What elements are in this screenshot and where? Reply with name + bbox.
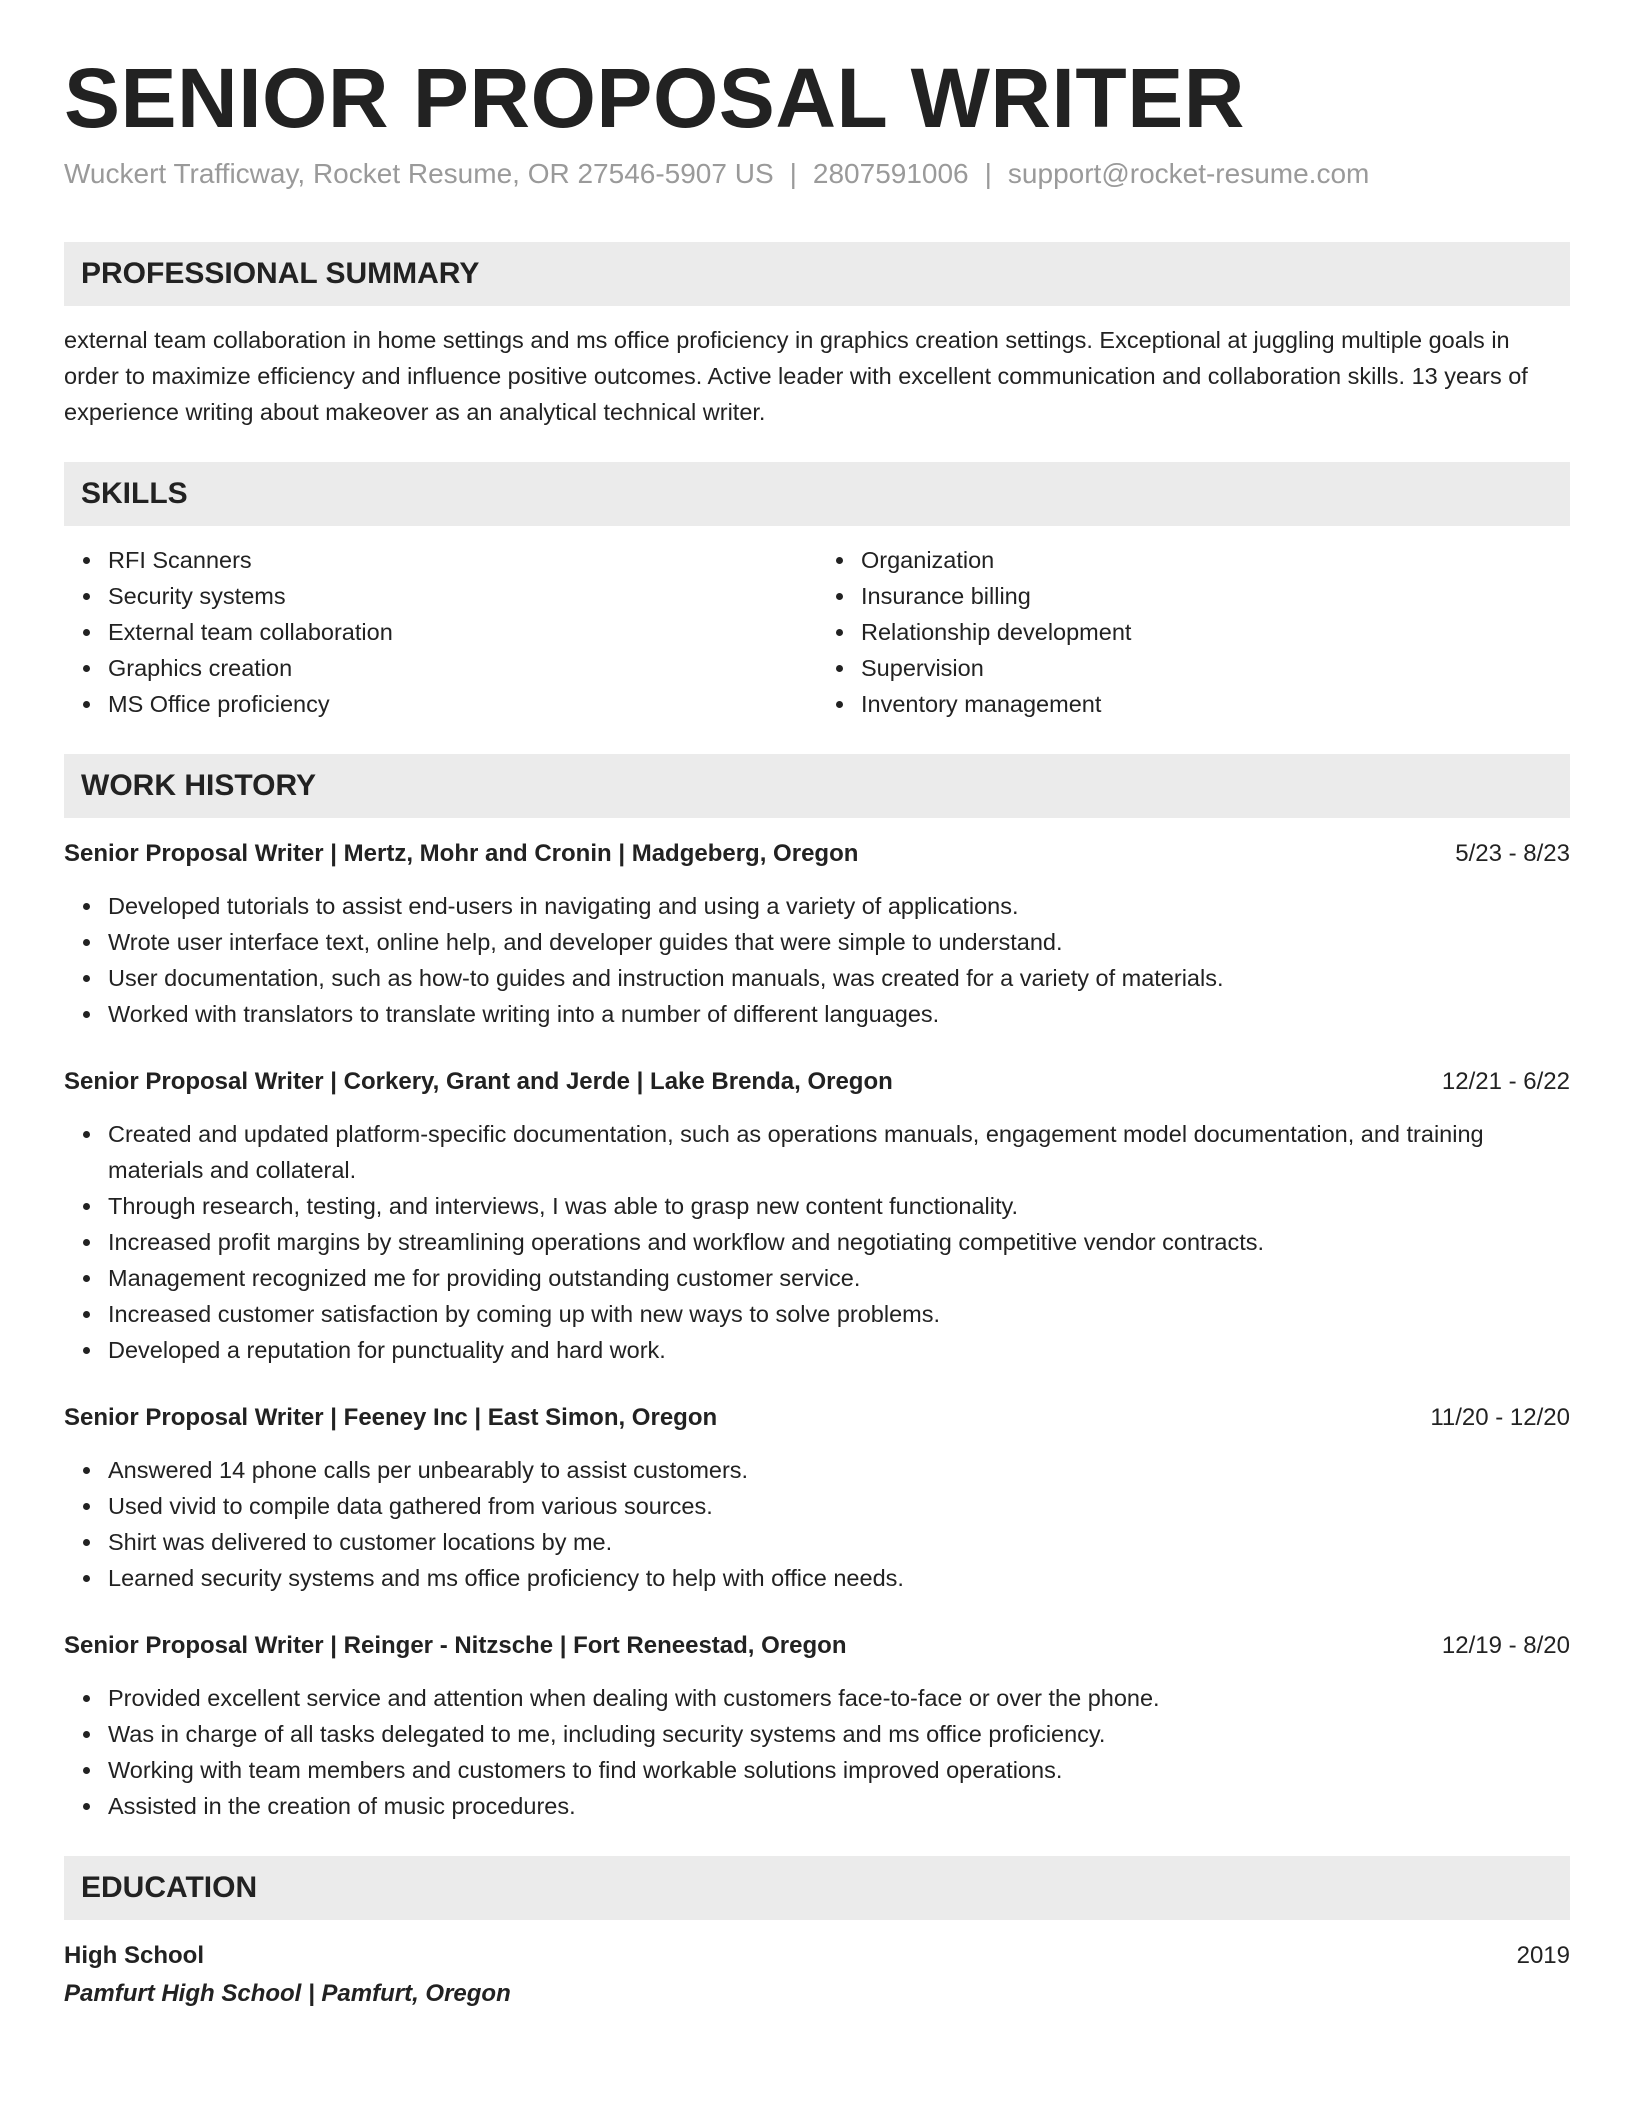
job-header bbox=[64, 1628, 1570, 1664]
job-bullet: User documentation, such as how-to guides and instruction manuals, was created for a variety of materials. bbox=[108, 960, 1570, 996]
skill-item: Organization bbox=[861, 542, 1570, 578]
contact-line bbox=[64, 158, 1570, 190]
job-bullet: Increased profit margins by streamlining operations and workflow and negotiating competitive vendor contracts. bbox=[108, 1224, 1570, 1260]
skills-list bbox=[64, 542, 1570, 722]
job-entry bbox=[64, 1628, 1570, 1824]
skill-item: Graphics creation bbox=[108, 650, 817, 686]
job-bullet: Wrote user interface text, online help, and developer guides that were simple to understand. bbox=[108, 924, 1570, 960]
job-bullet: Provided excellent service and attention when dealing with customers face-to-face or over the phone. bbox=[108, 1680, 1570, 1716]
resume-page bbox=[64, 0, 1570, 2012]
skills-column-left bbox=[64, 542, 817, 722]
job-dates: 5/23 - 8/23 bbox=[1455, 840, 1570, 868]
candidate-name: SENIOR PROPOSAL WRITER bbox=[64, 51, 1245, 145]
education-school: Pamfurt High School | Pamfurt, Oregon bbox=[64, 1980, 511, 2008]
job-bullet: Was in charge of all tasks delegated to me, including security systems and ms office proficiency. bbox=[108, 1716, 1570, 1752]
education-degree: High School bbox=[64, 1942, 204, 1970]
job-entry bbox=[64, 1400, 1570, 1596]
skills-column-right bbox=[817, 542, 1570, 722]
job-bullet: Management recognized me for providing outstanding customer service. bbox=[108, 1260, 1570, 1296]
job-title: Senior Proposal Writer | Feeney Inc | East Simon, Oregon bbox=[64, 1404, 718, 1432]
education-year: 2019 bbox=[1516, 1942, 1570, 1970]
work-section-header: WORK HISTORY bbox=[64, 754, 1570, 818]
job-bullet: Developed tutorials to assist end-users in navigating and using a variety of applications. bbox=[108, 888, 1570, 924]
job-bullets bbox=[64, 1680, 1570, 1824]
job-bullets bbox=[64, 888, 1570, 1032]
job-bullets bbox=[64, 1116, 1570, 1368]
skill-item: RFI Scanners bbox=[108, 542, 817, 578]
job-bullet: Answered 14 phone calls per unbearably to assist customers. bbox=[108, 1452, 1570, 1488]
skills-section-header: SKILLS bbox=[64, 462, 1570, 526]
job-bullet: Developed a reputation for punctuality and hard work. bbox=[108, 1332, 1570, 1368]
job-entry bbox=[64, 1064, 1570, 1368]
job-dates: 12/21 - 6/22 bbox=[1441, 1068, 1570, 1096]
job-bullet: Learned security systems and ms office proficiency to help with office needs. bbox=[108, 1560, 1570, 1596]
skill-item: MS Office proficiency bbox=[108, 686, 817, 722]
skill-item: External team collaboration bbox=[108, 614, 817, 650]
job-entry bbox=[64, 836, 1570, 1032]
summary-text: external team collaboration in home settings and ms office proficiency in graphics creation settings. Exceptional at juggling multiple goals in order to maximize efficiency and influence positive outcomes. Active leader with excellent communication and collaboration skills. 13 years of experience writing about makeover as an analytical technical writer. bbox=[64, 327, 1528, 426]
job-title: Senior Proposal Writer | Corkery, Grant and Jerde | Lake Brenda, Oregon bbox=[64, 1068, 893, 1096]
job-bullet: Created and updated platform-specific documentation, such as operations manuals, engagement model documentation, and training materials and collateral. bbox=[108, 1116, 1570, 1188]
job-bullet: Through research, testing, and interviews, I was able to grasp new content functionality. bbox=[108, 1188, 1570, 1224]
contact-address: Wuckert Trafficway, Rocket Resume, OR 27546-5907 US bbox=[64, 158, 774, 190]
contact-email: support@rocket-resume.com bbox=[1007, 158, 1370, 190]
job-bullet: Shirt was delivered to customer locations by me. bbox=[108, 1524, 1570, 1560]
job-bullet: Used vivid to compile data gathered from various sources. bbox=[108, 1488, 1570, 1524]
job-bullets bbox=[64, 1452, 1570, 1596]
job-bullet: Increased customer satisfaction by coming up with new ways to solve problems. bbox=[108, 1296, 1570, 1332]
job-title: Senior Proposal Writer | Reinger - Nitzsche | Fort Reneestad, Oregon bbox=[64, 1632, 847, 1660]
contact-phone: 2807591006 bbox=[812, 158, 969, 190]
contact-separator: | bbox=[789, 158, 797, 190]
job-header bbox=[64, 1400, 1570, 1436]
skill-item: Supervision bbox=[861, 650, 1570, 686]
job-header bbox=[64, 836, 1570, 872]
job-title: Senior Proposal Writer | Mertz, Mohr and Cronin | Madgeberg, Oregon bbox=[64, 840, 859, 868]
job-bullet: Assisted in the creation of music procedures. bbox=[108, 1788, 1570, 1824]
education-entry bbox=[64, 1938, 1570, 2012]
skill-item: Relationship development bbox=[861, 614, 1570, 650]
skill-item: Security systems bbox=[108, 578, 817, 614]
work-history bbox=[64, 836, 1570, 1824]
education-section-header: EDUCATION bbox=[64, 1856, 1570, 1920]
skill-item: Inventory management bbox=[861, 686, 1570, 722]
contact-separator: | bbox=[984, 158, 992, 190]
job-header bbox=[64, 1064, 1570, 1100]
job-bullet: Worked with translators to translate writing into a number of different languages. bbox=[108, 996, 1570, 1032]
summary-section-header: PROFESSIONAL SUMMARY bbox=[64, 242, 1570, 306]
skill-item: Insurance billing bbox=[861, 578, 1570, 614]
job-dates: 11/20 - 12/20 bbox=[1430, 1404, 1570, 1432]
education-header bbox=[64, 1938, 1570, 1974]
job-dates: 12/19 - 8/20 bbox=[1441, 1632, 1570, 1660]
job-bullet: Working with team members and customers to find workable solutions improved operations. bbox=[108, 1752, 1570, 1788]
